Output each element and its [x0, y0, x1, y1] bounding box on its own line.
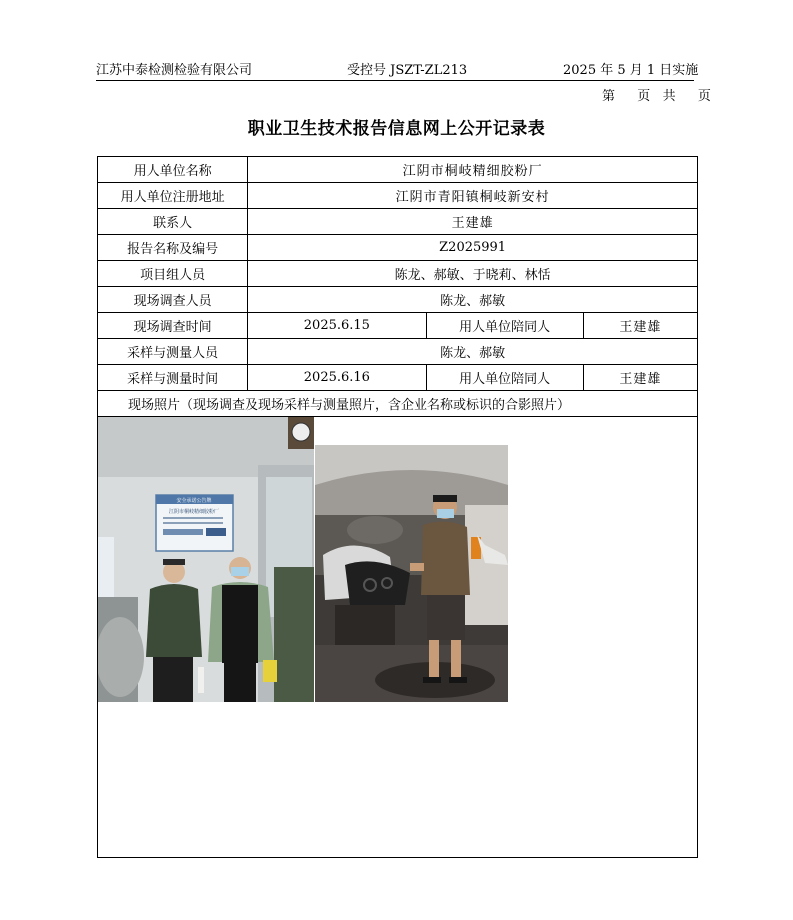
- team-label: 项目组人员: [98, 261, 248, 287]
- survey-staff-value: 陈龙、郝敏: [248, 287, 698, 313]
- group-photo-image: [98, 417, 314, 702]
- page-label-ye: 页: [637, 89, 651, 104]
- sampling-time-value: 2025.6.16: [248, 365, 426, 391]
- sampling-photo-image: [315, 445, 508, 702]
- sign-company: 江阴市桐岐精细胶粉厂: [168, 509, 220, 515]
- address-label: 用人单位注册地址: [98, 183, 248, 209]
- table-row: [98, 339, 698, 365]
- table-row: [98, 235, 698, 261]
- unit-name-label: 用人单位名称: [98, 157, 248, 183]
- sampling-photo: [315, 445, 508, 702]
- survey-time-value: 2025.6.15: [248, 313, 426, 339]
- survey-escort-value: 王建雄: [583, 313, 697, 339]
- table-row: [98, 417, 698, 858]
- table-row: [98, 261, 698, 287]
- survey-escort-label: 用人单位陪同人: [426, 313, 583, 339]
- header-rule: [96, 80, 694, 81]
- table-row: [98, 365, 698, 391]
- sampling-escort-value: 王建雄: [583, 365, 697, 391]
- record-table: [97, 156, 698, 858]
- table-row: [98, 157, 698, 183]
- table-row: [98, 183, 698, 209]
- sign-title: 安全承诺公告牌: [176, 498, 212, 504]
- page-label-gong: 共: [662, 89, 676, 104]
- report-label: 报告名称及编号: [98, 235, 248, 261]
- sampling-staff-value: 陈龙、郝敏: [248, 339, 698, 365]
- table-row: [98, 287, 698, 313]
- unit-name-value: 江阴市桐岐精细胶粉厂: [248, 157, 698, 183]
- contact-value: 王建雄: [248, 209, 698, 235]
- address-value: 江阴市青阳镇桐岐新安村: [248, 183, 698, 209]
- survey-staff-label: 现场调查人员: [98, 287, 248, 313]
- photo-section-label: 现场照片（现场调查及现场采样与测量照片，含企业名称或标识的合影照片）: [98, 391, 698, 417]
- group-photo: [98, 417, 314, 702]
- header-company: 江苏中泰检测检验有限公司: [96, 63, 253, 78]
- contact-label: 联系人: [98, 209, 248, 235]
- sampling-staff-label: 采样与测量人员: [98, 339, 248, 365]
- table-row: [98, 313, 698, 339]
- sampling-escort-label: 用人单位陪同人: [426, 365, 583, 391]
- page-counter: [602, 85, 711, 104]
- photo-area: [98, 417, 698, 858]
- report-number-value: Z2025991: [248, 235, 698, 261]
- table-row: [98, 391, 698, 417]
- team-value: 陈龙、郝敏、于晓莉、林恬: [248, 261, 698, 287]
- table-row: [98, 209, 698, 235]
- page-label-di: 第: [602, 89, 616, 104]
- sampling-time-label: 采样与测量时间: [98, 365, 248, 391]
- header-control-number: 受控号 JSZT-ZL213: [347, 63, 468, 78]
- header-effective-date: 2025 年 5 月 1 日实施: [563, 63, 699, 78]
- page-title: 职业卫生技术报告信息网上公开记录表: [247, 119, 546, 139]
- page-label-ye-total: 页: [697, 89, 711, 104]
- survey-time-label: 现场调查时间: [98, 313, 248, 339]
